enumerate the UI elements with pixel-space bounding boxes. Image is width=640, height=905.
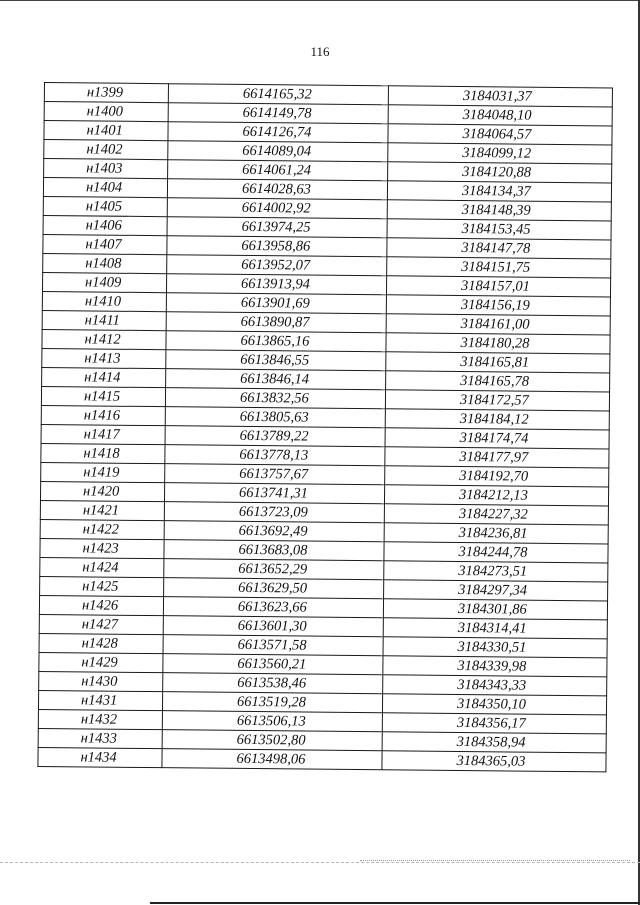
point-id-cell: н1423 bbox=[40, 538, 164, 558]
y-coordinate-cell: 3184134,37 bbox=[387, 181, 611, 202]
y-coordinate-cell: 3184227,32 bbox=[384, 504, 608, 525]
x-coordinate-cell: 6613778,13 bbox=[165, 445, 385, 466]
point-id-cell: н1411 bbox=[42, 310, 166, 330]
y-coordinate-cell: 3184236,81 bbox=[384, 523, 608, 544]
coordinates-table-body bbox=[38, 83, 613, 772]
y-coordinate-cell: 3184165,81 bbox=[386, 352, 610, 373]
point-id-cell: н1414 bbox=[42, 367, 166, 387]
x-coordinate-cell: 6613757,67 bbox=[165, 464, 385, 485]
point-id-cell: н1431 bbox=[38, 690, 162, 710]
x-coordinate-cell: 6613571,58 bbox=[163, 635, 383, 656]
x-coordinate-cell: 6613502,80 bbox=[162, 730, 382, 751]
x-coordinate-cell: 6613629,50 bbox=[164, 578, 384, 599]
x-coordinate-cell: 6613846,55 bbox=[166, 350, 386, 371]
x-coordinate-cell: 6613789,22 bbox=[165, 426, 385, 447]
x-coordinate-cell: 6613506,13 bbox=[162, 711, 382, 732]
point-id-cell: н1434 bbox=[38, 747, 162, 767]
point-id-cell: н1426 bbox=[39, 595, 163, 615]
x-coordinate-cell: 6613952,07 bbox=[167, 255, 387, 276]
point-id-cell: н1422 bbox=[40, 519, 164, 539]
point-id-cell: н1400 bbox=[44, 102, 168, 122]
y-coordinate-cell: 3184273,51 bbox=[384, 561, 608, 582]
footer-dashed-line bbox=[0, 862, 640, 863]
y-coordinate-cell: 3184212,13 bbox=[384, 485, 608, 506]
x-coordinate-cell: 6613723,09 bbox=[164, 502, 384, 523]
x-coordinate-cell: 6613805,63 bbox=[165, 407, 385, 428]
point-id-cell: н1403 bbox=[44, 159, 168, 179]
scan-top-edge bbox=[0, 0, 640, 1]
x-coordinate-cell: 6613958,86 bbox=[167, 236, 387, 257]
y-coordinate-cell: 3184099,12 bbox=[388, 143, 612, 164]
y-coordinate-cell: 3184147,78 bbox=[387, 238, 611, 259]
point-id-cell: н1404 bbox=[43, 178, 167, 198]
y-coordinate-cell: 3184330,51 bbox=[383, 637, 607, 658]
point-id-cell: н1432 bbox=[38, 709, 162, 729]
y-coordinate-cell: 3184148,39 bbox=[387, 200, 611, 221]
x-coordinate-cell: 6614089,04 bbox=[168, 141, 388, 162]
x-coordinate-cell: 6614028,63 bbox=[167, 179, 387, 200]
coordinates-table-wrapper bbox=[37, 82, 612, 772]
x-coordinate-cell: 6614165,32 bbox=[168, 84, 388, 105]
x-coordinate-cell: 6613913,94 bbox=[166, 274, 386, 295]
point-id-cell: н1419 bbox=[41, 462, 165, 482]
y-coordinate-cell: 3184180,28 bbox=[386, 333, 610, 354]
point-id-cell: н1418 bbox=[41, 443, 165, 463]
point-id-cell: н1413 bbox=[42, 348, 166, 368]
x-coordinate-cell: 6614126,74 bbox=[168, 122, 388, 143]
point-id-cell: н1406 bbox=[43, 215, 167, 235]
y-coordinate-cell: 3184157,01 bbox=[386, 276, 610, 297]
y-coordinate-cell: 3184156,19 bbox=[386, 295, 610, 316]
x-coordinate-cell: 6613623,66 bbox=[163, 597, 383, 618]
point-id-cell: н1415 bbox=[41, 386, 165, 406]
x-coordinate-cell: 6613538,46 bbox=[163, 673, 383, 694]
x-coordinate-cell: 6613498,06 bbox=[162, 749, 382, 770]
x-coordinate-cell: 6613832,56 bbox=[165, 388, 385, 409]
y-coordinate-cell: 3184048,10 bbox=[388, 105, 612, 126]
y-coordinate-cell: 3184297,34 bbox=[384, 580, 608, 601]
y-coordinate-cell: 3184314,41 bbox=[383, 618, 607, 639]
x-coordinate-cell: 6614002,92 bbox=[167, 198, 387, 219]
x-coordinate-cell: 6613901,69 bbox=[166, 293, 386, 314]
x-coordinate-cell: 6614149,78 bbox=[168, 103, 388, 124]
point-id-cell: н1417 bbox=[41, 424, 165, 444]
x-coordinate-cell: 6614061,24 bbox=[168, 160, 388, 181]
x-coordinate-cell: 6613741,31 bbox=[164, 483, 384, 504]
x-coordinate-cell: 6613890,87 bbox=[166, 312, 386, 333]
point-id-cell: н1427 bbox=[39, 614, 163, 634]
x-coordinate-cell: 6613652,29 bbox=[164, 559, 384, 580]
y-coordinate-cell: 3184165,78 bbox=[386, 371, 610, 392]
x-coordinate-cell: 6613692,49 bbox=[164, 521, 384, 542]
y-coordinate-cell: 3184174,74 bbox=[385, 428, 609, 449]
y-coordinate-cell: 3184244,78 bbox=[384, 542, 608, 563]
bottom-rule bbox=[150, 902, 640, 904]
x-coordinate-cell: 6613974,25 bbox=[167, 217, 387, 238]
point-id-cell: н1421 bbox=[40, 500, 164, 520]
y-coordinate-cell: 3184192,70 bbox=[385, 466, 609, 487]
point-id-cell: н1407 bbox=[43, 234, 167, 254]
x-coordinate-cell: 6613865,16 bbox=[166, 331, 386, 352]
point-id-cell: н1408 bbox=[43, 253, 167, 273]
point-id-cell: н1430 bbox=[39, 671, 163, 691]
x-coordinate-cell: 6613601,30 bbox=[163, 616, 383, 637]
point-id-cell: н1420 bbox=[40, 481, 164, 501]
y-coordinate-cell: 3184184,12 bbox=[385, 409, 609, 430]
point-id-cell: н1412 bbox=[42, 329, 166, 349]
point-id-cell: н1425 bbox=[40, 576, 164, 596]
y-coordinate-cell: 3184177,97 bbox=[385, 447, 609, 468]
page-number: 116 bbox=[310, 44, 330, 59]
footer-dotted-line bbox=[360, 860, 630, 861]
y-coordinate-cell: 3184120,88 bbox=[388, 162, 612, 183]
point-id-cell: н1433 bbox=[38, 728, 162, 748]
y-coordinate-cell: 3184350,10 bbox=[382, 694, 606, 715]
x-coordinate-cell: 6613683,08 bbox=[164, 540, 384, 561]
point-id-cell: н1409 bbox=[42, 272, 166, 292]
point-id-cell: н1405 bbox=[43, 196, 167, 216]
y-coordinate-cell: 3184172,57 bbox=[385, 390, 609, 411]
x-coordinate-cell: 6613560,21 bbox=[163, 654, 383, 675]
point-id-cell: н1410 bbox=[42, 291, 166, 311]
y-coordinate-cell: 3184339,98 bbox=[383, 656, 607, 677]
y-coordinate-cell: 3184031,37 bbox=[388, 86, 612, 107]
point-id-cell: н1428 bbox=[39, 633, 163, 653]
y-coordinate-cell: 3184161,00 bbox=[386, 314, 610, 335]
y-coordinate-cell: 3184343,33 bbox=[383, 675, 607, 696]
x-coordinate-cell: 6613846,14 bbox=[166, 369, 386, 390]
coordinates-table bbox=[37, 82, 613, 772]
y-coordinate-cell: 3184358,94 bbox=[382, 732, 606, 753]
y-coordinate-cell: 3184301,86 bbox=[383, 599, 607, 620]
y-coordinate-cell: 3184365,03 bbox=[382, 751, 606, 772]
point-id-cell: н1402 bbox=[44, 140, 168, 160]
point-id-cell: н1424 bbox=[40, 557, 164, 577]
y-coordinate-cell: 3184356,17 bbox=[382, 713, 606, 734]
y-coordinate-cell: 3184151,75 bbox=[387, 257, 611, 278]
x-coordinate-cell: 6613519,28 bbox=[162, 692, 382, 713]
point-id-cell: н1401 bbox=[44, 121, 168, 141]
y-coordinate-cell: 3184064,57 bbox=[388, 124, 612, 145]
y-coordinate-cell: 3184153,45 bbox=[387, 219, 611, 240]
point-id-cell: н1399 bbox=[44, 83, 168, 103]
point-id-cell: н1416 bbox=[41, 405, 165, 425]
point-id-cell: н1429 bbox=[39, 652, 163, 672]
